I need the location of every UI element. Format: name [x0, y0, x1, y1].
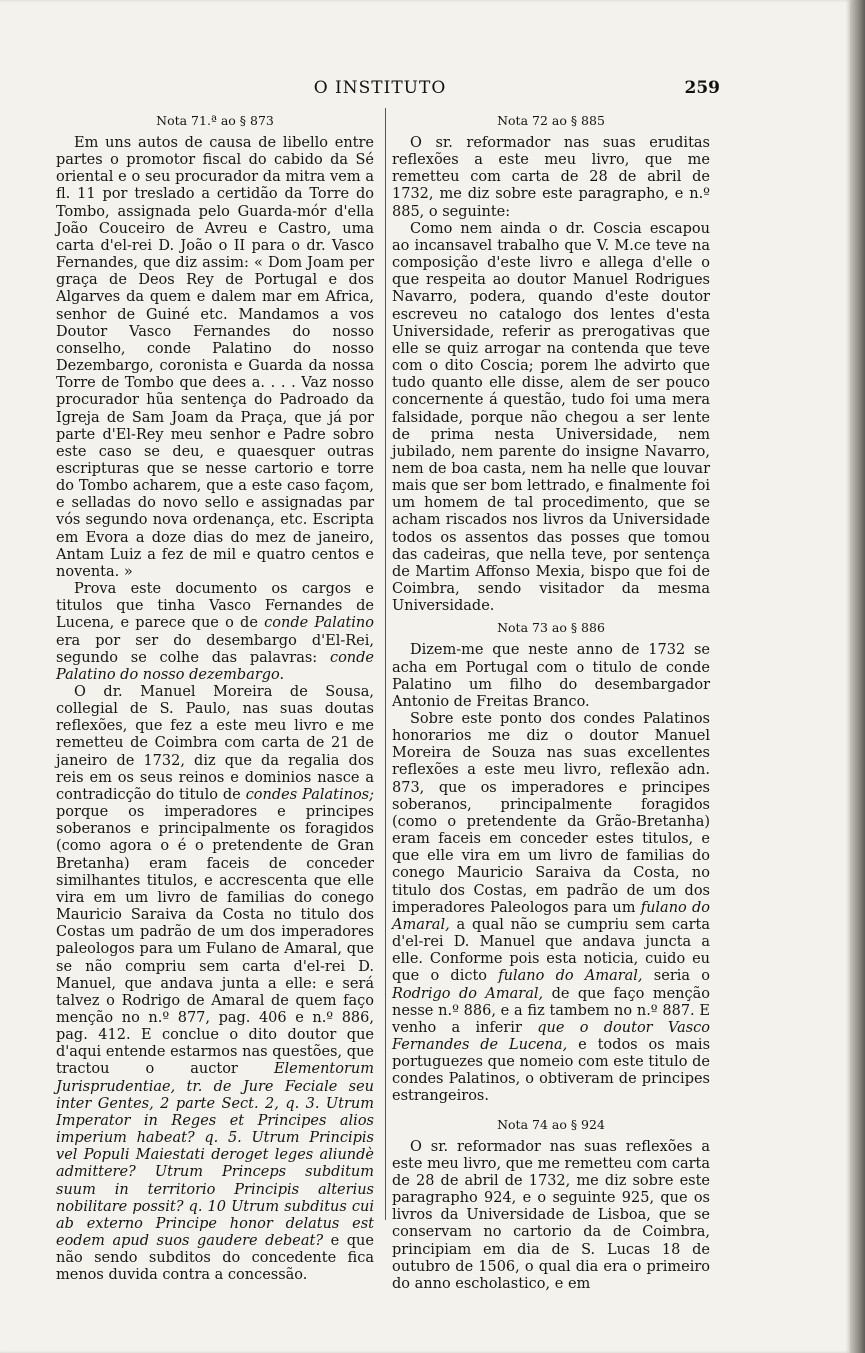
italic-run: conde Palatino do nosso dezembargo. — [56, 649, 375, 683]
note-74-heading: Nota 74 ao § 924 — [497, 1116, 605, 1132]
column-rule — [385, 108, 386, 1220]
page-number: 259 — [684, 78, 720, 98]
note-71-paragraph-3 — [56, 684, 374, 1284]
right-column — [392, 112, 710, 1293]
running-head — [40, 78, 720, 100]
italic-run: Rodrigo do Amaral, — [392, 985, 544, 1002]
text-run: porque os imperadores e principes soberanos e principalmente os foragidos (como agora o é o pretendente de Gran Bretanha) eram faceis de conceder similhantes titulos, e accrescenta que elle vira em um livro de familias do conego Mauricio Saraiva da Costa no titulo dos Costas um padrão de um dos imperadores paleologos para um Fulano de Amaral, que se não compriu sem carta d'el-rei D. Manuel, que andava junta a elle: e será talvez o Rodrigo de Amaral de quem faço menção no n.º 877, pag. 406 e n.º 886, pag. 412. E conclue o dito doutor que d'aqui entende estarmos nas questões, que tractou o auctor — [56, 804, 374, 1078]
note-73-paragraph-1: Dizem-me que neste anno de 1732 se acha em Portugal com o titulo de conde Palatino um filho do desembargador Antonio de Freitas Branco. — [392, 642, 710, 710]
book-edge — [850, 0, 865, 1353]
note-71-heading: Nota 71.ª ao § 873 — [156, 113, 274, 128]
spacer — [392, 1106, 710, 1116]
note-71-paragraph-2 — [56, 581, 374, 684]
text-run: seria o — [653, 968, 711, 985]
text-run: e que não sendo subditos do concedente fica menos duvida contra a concessão. — [56, 1233, 374, 1284]
italic-run: fulano do Amaral, — [498, 968, 643, 985]
text-run: de que faço menção nesse n.º 886, e a fiz tambem no n.º 887. E venho a inferir — [392, 985, 710, 1036]
text-run: e todos os mais portuguezes que nomeio com este titulo de condes Palatinos, o obtiveram de principes estrangeiros. — [392, 1036, 711, 1105]
italic-run: conde Palatino — [264, 615, 375, 632]
italic-run: que o doutor Vasco Fernandes de Lucena, — [392, 1019, 711, 1053]
note-71-paragraph-1: Em uns autos de causa de libello entre partes o promotor fiscal do cabido da Sé oriental e o seu procurador da mitra vem a fl. 11 por treslado a certidão da Torre do Tombo, assignada pelo Guarda-mór d'ella João Couceiro de Avreu e Castro, uma carta d'el-rei D. João o II para o dr. Vasco Fernandes, que diz assim: « Dom Joam per graça de Deos Rey de Portugal e dos Algarves da quem e dalem mar em Africa, senhor de Guiné etc. Mandamos a vos Doutor Vasco Fernandes do nosso conselho, conde Palatino do nosso Dezembargo, coronista e Guarda da nossa Torre de Tombo que dees a. . . . Vaz nosso procurador hũa sentença do Padroado da Igreja de Sam Joam da Praça, que já por parte d'El-Rey meu senhor e Padre sobro este caso se deu, e quaesquer outras escripturas que se nesse cartorio e torre do Tombo acharem, que a este caso façom, e selladas do novo sello e assignadas par vós segundo nova ordenança, etc. Escripta em Evora a doze dias do mez de janeiro, Antam Luiz a fez de mil e quatro centos e noventa. » — [56, 135, 374, 580]
italic-run: condes Palatinos; — [245, 786, 374, 803]
note-73-paragraph-2 — [392, 711, 710, 1106]
text-run: Prova este documento os cargos e titulos que tinha Vasco Fernandes de Lucena, e parece que o de — [56, 581, 374, 632]
text-run: O dr. Manuel Moreira de Sousa, collegial de S. Paulo, nas suas doutas reflexões, que fez a este meu livro e me remetteu de Coimbra com carta de 21 de janeiro de 1732, diz que da regalia dos reis em os seus reinos e dominios nasce a contradicção do titulo de — [56, 684, 374, 803]
text-run: a qual não se cumpriu sem carta d'el-rei D. Manuel que andava juncta a elle. Conforme pois esta noticia, cuido eu que o dicto — [392, 916, 710, 985]
note-72-paragraph-1: O sr. reformador nas suas eruditas reflexões a este meu livro, que me remetteu com carta de 28 de abril de 1732, me diz sobre este paragrapho, e n.º 885, o seguinte: — [392, 135, 710, 220]
note-72-paragraph-2: Como nem ainda o dr. Coscia escapou ao incansavel trabalho que V. M.ce teve na composição d'este livro e allega d'elle o que respeita ao doutor Manuel Rodrigues Navarro, podera, quando d'este doutor escreveu no catalogo dos lentes d'esta Universidade, referir as prerogativas que elle se quiz arrogar na contenda que teve com o dito Coscia; porem lhe advirto que tudo quanto elle disse, alem de ser pouco concernente á questão, tudo foi uma mera falsidade, porque não chegou a ser lente de prima nesta Universidade, nem jubilado, nem parente do insigne Navarro, nem de boa casta, nem ha nelle que louvar mais que ser bom lettrado, e finalmente foi um homem de tal procedimento, que se acham riscados nos livros da Universidade todos os assentos das posses que tomou das cadeiras, que nella teve, por sentença de Martim Affonso Mexia, bispo que foi de Coimbra, sendo visitador da mesma Universidade. — [392, 220, 710, 615]
left-column — [56, 112, 374, 1284]
italic-run: fulano do Amaral, — [392, 899, 710, 933]
text-run: era por ser do desembargo d'El-Rei, segundo se colhe das palavras: — [56, 632, 374, 666]
text-run: Sobre este ponto dos condes Palatinos honorarios me diz o doutor Manuel Moreira de Souza nas suas excellentes reflexões a este meu livro, reflexão adn. 873, que os imperadores e principes soberanos, principalmente foragidos (como o pretendente da Grão-Bretanha) eram faceis em conceder estes titulos, e que elle vira em um livro de familias do conego Mauricio Saraiva da Costa, no titulo dos Costas, em padrão de um dos imperadores Paleologos para um — [392, 711, 710, 916]
italic-run: Elementorum Jurisprudentiae, tr. de Jure Feciale seu inter Gentes, 2 parte Sect. 2, q. 3. Utrum Imperator in Reges et Principes alios imperium habeat? q. 5. Utrum Principis vel Populi Maiestati deroget leges aliundè admittere? Utrum Princeps subditum suum in territorio Principis alterius nobilitare possit? q. 10 Utrum subditus cui ab externo Principe honor delatus est eodem apud suos gaudere debeat? — [56, 1061, 374, 1249]
running-title: O INSTITUTO — [313, 78, 447, 98]
note-73-heading: Nota 73 ao § 886 — [497, 620, 605, 636]
note-74-paragraph-1: O sr. reformador nas suas reflexões a este meu livro, que me remetteu com carta de 28 de abril de 1732, me diz sobre este paragrapho 924, e o seguinte 925, que os livros da Universidade de Lisboa, que se conservam no cartorio da de Coimbra, principiam em dia de S. Lucas 18 de outubro de 1506, o qual dia era o primeiro do anno escholastico, e em — [392, 1138, 710, 1292]
note-72-heading: Nota 72 ao § 885 — [497, 113, 605, 128]
